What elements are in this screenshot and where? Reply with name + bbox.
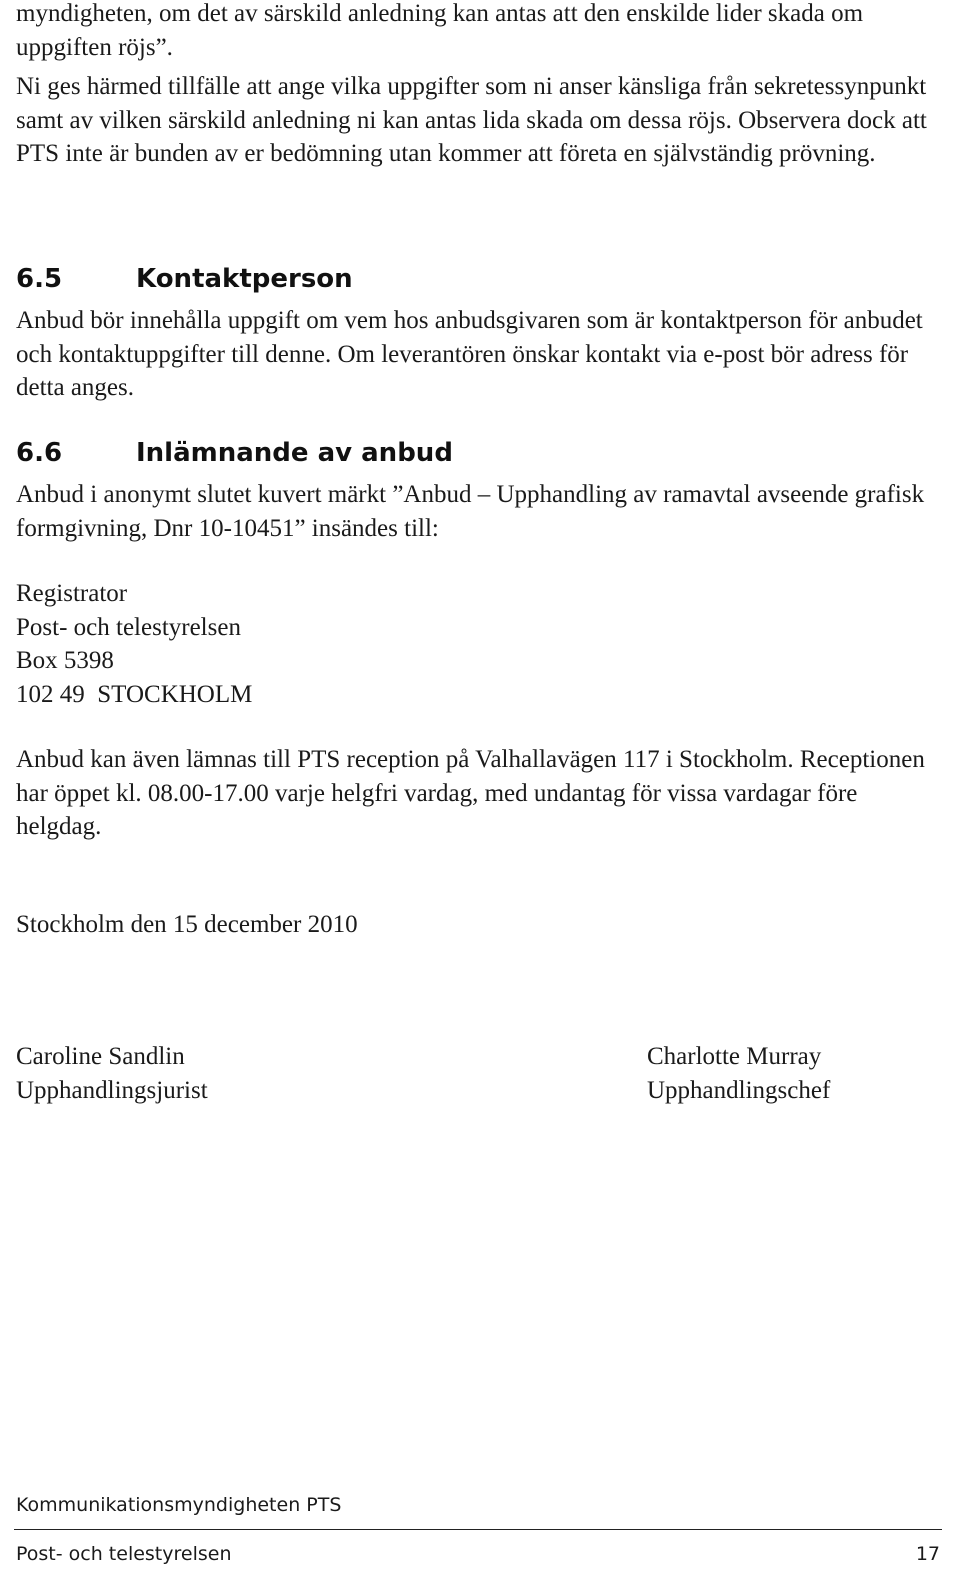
section-heading-6-5 — [16, 263, 353, 295]
address-line: 102 49 STOCKHOLM — [16, 680, 253, 708]
signatory-title: Upphandlingsjurist — [16, 1076, 208, 1104]
address-line: Registrator — [16, 580, 128, 607]
section-number: 6.5 — [16, 264, 63, 294]
page-number: 17 — [915, 1543, 940, 1565]
footer-org-name: Post- och telestyrelsen — [16, 1543, 232, 1565]
section-number: 6.6 — [16, 438, 63, 468]
footer — [16, 1542, 940, 1566]
signatory-title: Upphandlingschef — [647, 1076, 831, 1104]
section-title: Kontaktperson — [136, 264, 353, 294]
signature-left — [16, 1040, 416, 1107]
footer-agency-name: Kommunikationsmyndigheten PTS — [16, 1494, 342, 1516]
section-heading-6-6 — [16, 437, 453, 469]
footer-divider — [14, 1529, 942, 1530]
paragraph-sensitive-info: Ni ges härmed tillfälle att ange vilka uppgifter som ni anser känsliga från sekretessynpunkt samt av vilken särskild anledning ni kan antas lida skada om dessa röjs. Observera dock att PTS inte är bunden av er bedömning utan kommer att företa en självständig prövning. — [16, 73, 927, 167]
paragraph-submission: Anbud i anonymt slutet kuvert märkt ”Anbud – Upphandling av ramavtal avseende grafisk formgivning, Dnr 10-10451” insändes till: — [16, 481, 925, 542]
signature-right — [647, 1040, 937, 1107]
paragraph-contact-person: Anbud bör innehålla uppgift om vem hos anbudsgivaren som är kontaktperson för anbudet och kontaktuppgifter till denne. Om leverantören önskar kontakt via e-post bör adress för detta anges. — [16, 307, 923, 401]
signatory-name: Charlotte Murray — [647, 1043, 822, 1070]
section-title: Inlämnande av anbud — [136, 438, 453, 468]
address-block — [16, 577, 616, 711]
address-line: Box 5398 — [16, 647, 114, 674]
address-line: Post- och telestyrelsen — [16, 613, 241, 641]
date-line: Stockholm den 15 december 2010 — [16, 911, 358, 938]
paragraph-confidentiality-quote: myndigheten, om det av särskild anledning kan antas att den enskilde lider skada om uppgiften röjs”. — [16, 0, 864, 61]
signatory-name: Caroline Sandlin — [16, 1043, 185, 1070]
paragraph-reception: Anbud kan även lämnas till PTS reception på Valhallavägen 117 i Stockholm. Receptionen har öppet kl. 08.00-17.00 varje helgfri vardag, med undantag för vissa vardagar före helgdag. — [16, 746, 925, 840]
